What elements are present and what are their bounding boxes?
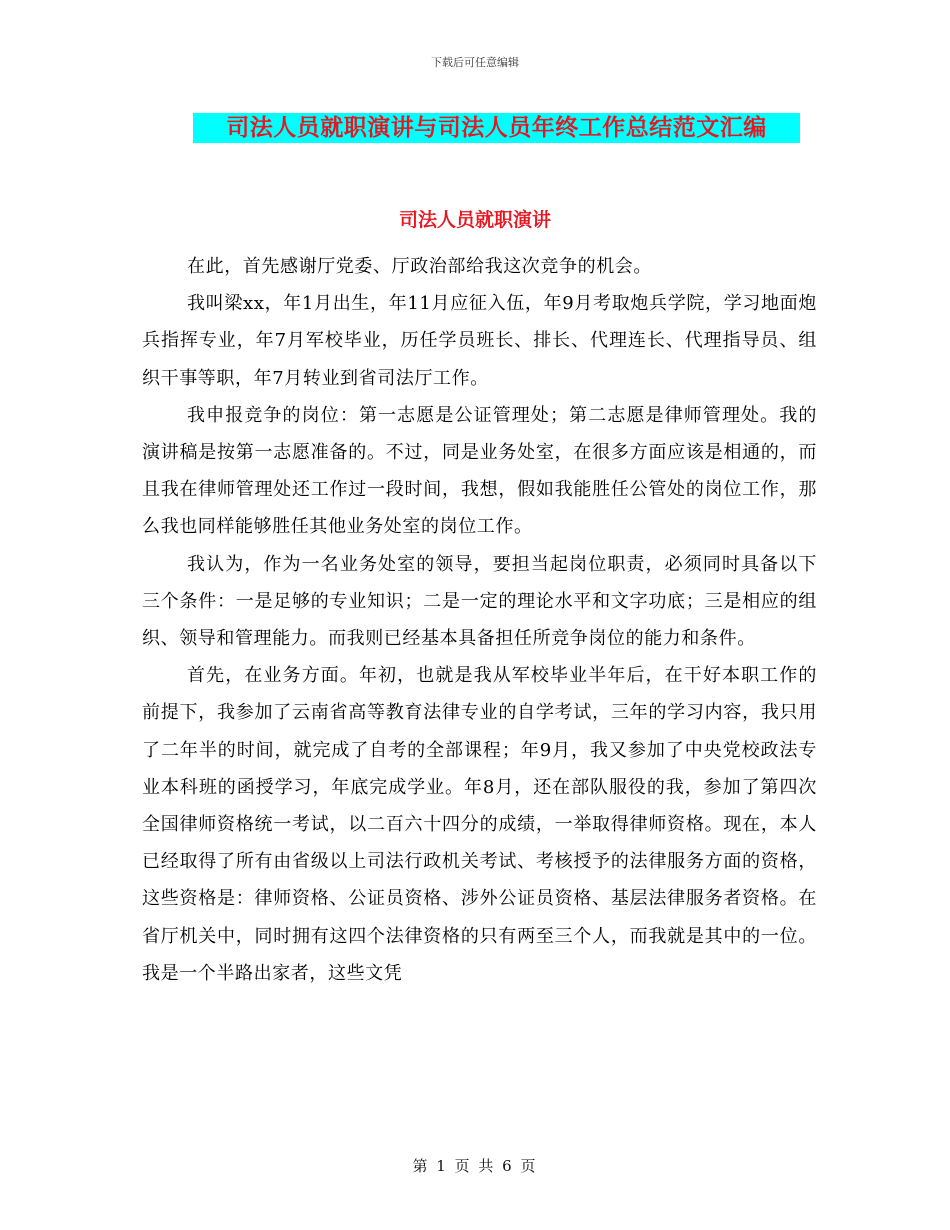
paragraph: 在此，首先感谢厅党委、厅政治部给我这次竞争的机会。 [187,256,652,277]
page-footer: 第 1 页 共 6 页 [412,1157,538,1175]
paragraph: 首先，在业务方面。年初，也就是我从军校毕业半年后，在干好本职工作的前提下，我参加了云南省高等教育法律专业的自学考试，三年的学习内容，我只用了二年半的时间，就完成了自考的全部课程；年9月，我又参加了中央党校政法专业本科班的函授学习，年底完成学业。年8月，还在部队服役的我，参加了第四次全国律师资格统一考试，以二百六十四分的成绩，一举取得律师资格。现在，本人已经取得了所有由省级以上司法行政机关考试、考核授予的法律服务方面的资格，这些资格是：律师资格、公证员资格、涉外公证员资格、基层法律服务者资格。在省厅机关中，同时拥有这四个法律资格的只有两至三个人，而我就是其中的一位。我是一个半路出家者，这些文凭 [142,665,817,984]
paragraph: 我申报竞争的岗位：第一志愿是公证管理处；第二志愿是律师管理处。我的演讲稿是按第一志愿准备的。不过，同是业务处室，在很多方面应该是相通的，而且我在律师管理处还工作过一段时间，我想，假如我能胜任公管处的岗位工作，那么我也同样能够胜任其他业务处室的岗位工作。 [142,404,817,538]
document-title: 司法人员就职演讲与司法人员年终工作总结范文汇编 [226,115,767,141]
document-title-highlight [193,113,800,143]
page-header: 下载后可任意编辑 [431,56,519,69]
paragraph: 我认为，作为一名业务处室的领导，要担当起岗位职责，必须同时具备以下三个条件：一是足够的专业知识；二是一定的理论水平和文字功底；三是相应的组织、领导和管理能力。而我则已经基本具备担任所竞争岗位的能力和条件。 [142,553,817,650]
paragraph: 我叫梁xx，年1月出生，年11月应征入伍，年9月考取炮兵学院，学习地面炮兵指挥专业，年7月军校毕业，历任学员班长、排长、代理连长、代理指导员、组织干事等职，年7月转业到省司法厅工作。 [142,293,817,389]
body-text [142,248,817,992]
section-title: 司法人员就职演讲 [398,209,551,231]
